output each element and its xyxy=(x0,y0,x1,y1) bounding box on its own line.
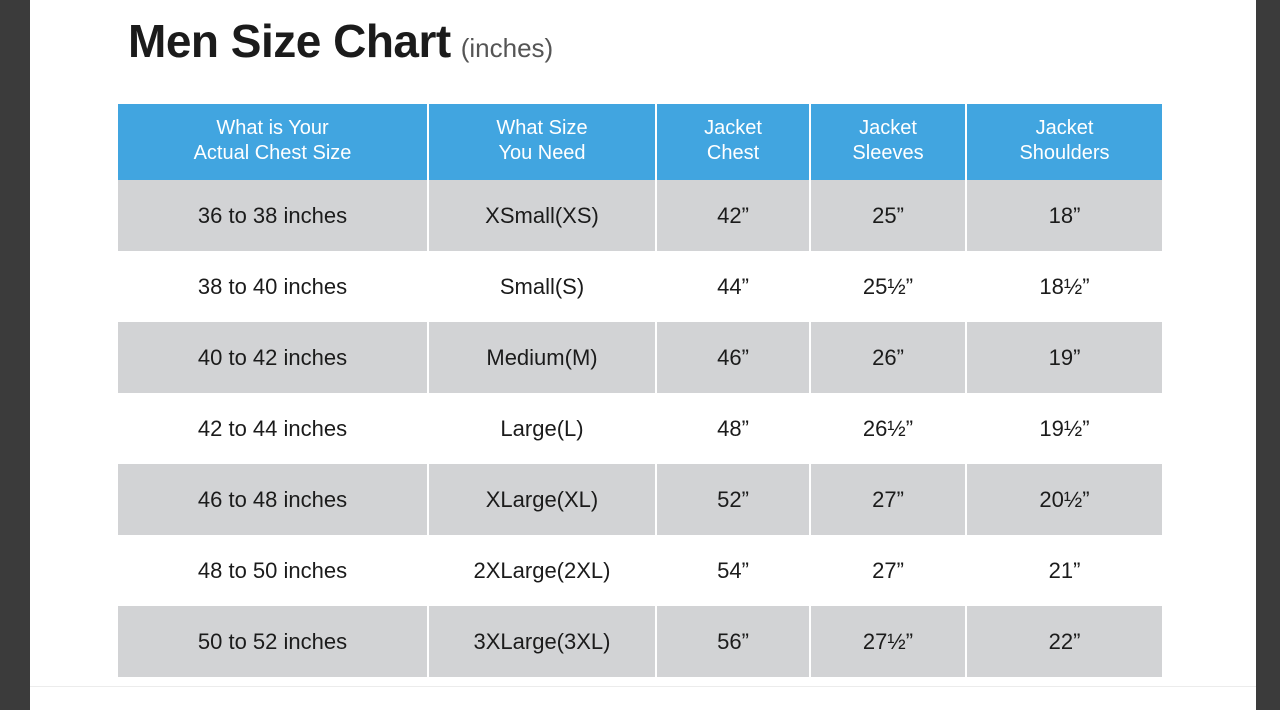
column-header-line-2: Actual Chest Size xyxy=(193,142,352,164)
cell-size-you-need: XSmall(XS) xyxy=(428,180,656,251)
page-title xyxy=(128,15,554,67)
table-row xyxy=(118,535,1162,606)
cell-jacket-shoulders: 21” xyxy=(966,535,1162,606)
cell-actual-chest-size: 46 to 48 inches xyxy=(118,464,428,535)
cell-jacket-shoulders: 20½” xyxy=(966,464,1162,535)
cell-jacket-shoulders: 19” xyxy=(966,322,1162,393)
cell-jacket-chest: 54” xyxy=(656,535,810,606)
column-header-line-2: Sleeves xyxy=(852,142,924,164)
cell-actual-chest-size: 38 to 40 inches xyxy=(118,251,428,322)
cell-size-you-need: XLarge(XL) xyxy=(428,464,656,535)
document-page xyxy=(30,0,1256,710)
cell-actual-chest-size: 48 to 50 inches xyxy=(118,535,428,606)
column-header-line-1: Jacket xyxy=(704,117,762,139)
table-row xyxy=(118,180,1162,251)
cell-actual-chest-size: 50 to 52 inches xyxy=(118,606,428,677)
cell-jacket-chest: 56” xyxy=(656,606,810,677)
column-header-line-1: Jacket xyxy=(1035,117,1094,139)
cell-jacket-sleeves: 26½” xyxy=(810,393,966,464)
column-header-line-1: Jacket xyxy=(859,117,917,139)
column-header-line-2: Shoulders xyxy=(1019,142,1110,164)
cell-jacket-sleeves: 25½” xyxy=(810,251,966,322)
cell-jacket-chest: 44” xyxy=(656,251,810,322)
table-row xyxy=(118,322,1162,393)
cell-jacket-sleeves: 26” xyxy=(810,322,966,393)
column-header-jacket-sleeves xyxy=(810,104,966,180)
cell-jacket-shoulders: 22” xyxy=(966,606,1162,677)
cell-jacket-sleeves: 25” xyxy=(810,180,966,251)
page-title-main: Men Size Chart xyxy=(128,15,451,67)
cell-jacket-chest: 42” xyxy=(656,180,810,251)
cell-jacket-chest: 52” xyxy=(656,464,810,535)
size-chart-table xyxy=(118,104,1162,677)
table-body xyxy=(118,180,1162,677)
cell-jacket-chest: 46” xyxy=(656,322,810,393)
cell-jacket-shoulders: 19½” xyxy=(966,393,1162,464)
column-header-line-2: You Need xyxy=(498,142,586,164)
table-row xyxy=(118,606,1162,677)
column-header-line-2: Chest xyxy=(706,142,760,164)
cell-size-you-need: Medium(M) xyxy=(428,322,656,393)
table-header xyxy=(118,104,1162,180)
cell-actual-chest-size: 42 to 44 inches xyxy=(118,393,428,464)
column-header-size-you-need xyxy=(428,104,656,180)
cell-size-you-need: Small(S) xyxy=(428,251,656,322)
table-row xyxy=(118,393,1162,464)
cell-actual-chest-size: 36 to 38 inches xyxy=(118,180,428,251)
cell-size-you-need: 3XLarge(3XL) xyxy=(428,606,656,677)
column-header-line-1: What is Your xyxy=(216,117,329,139)
cell-jacket-sleeves: 27½” xyxy=(810,606,966,677)
column-header-line-1: What Size xyxy=(496,117,588,139)
column-header-jacket-shoulders xyxy=(966,104,1162,180)
table-header-row xyxy=(118,104,1162,180)
cell-jacket-sleeves: 27” xyxy=(810,464,966,535)
cell-jacket-chest: 48” xyxy=(656,393,810,464)
cell-size-you-need: Large(L) xyxy=(428,393,656,464)
column-header-actual-chest-size xyxy=(118,104,428,180)
left-gutter xyxy=(0,0,30,710)
cell-actual-chest-size: 40 to 42 inches xyxy=(118,322,428,393)
cell-jacket-shoulders: 18½” xyxy=(966,251,1162,322)
table-row xyxy=(118,251,1162,322)
cell-jacket-sleeves: 27” xyxy=(810,535,966,606)
page-title-units: (inches) xyxy=(460,33,554,63)
right-gutter xyxy=(1256,0,1280,710)
column-header-jacket-chest xyxy=(656,104,810,180)
page-bottom-divider xyxy=(30,686,1256,687)
cell-size-you-need: 2XLarge(2XL) xyxy=(428,535,656,606)
table-row xyxy=(118,464,1162,535)
cell-jacket-shoulders: 18” xyxy=(966,180,1162,251)
